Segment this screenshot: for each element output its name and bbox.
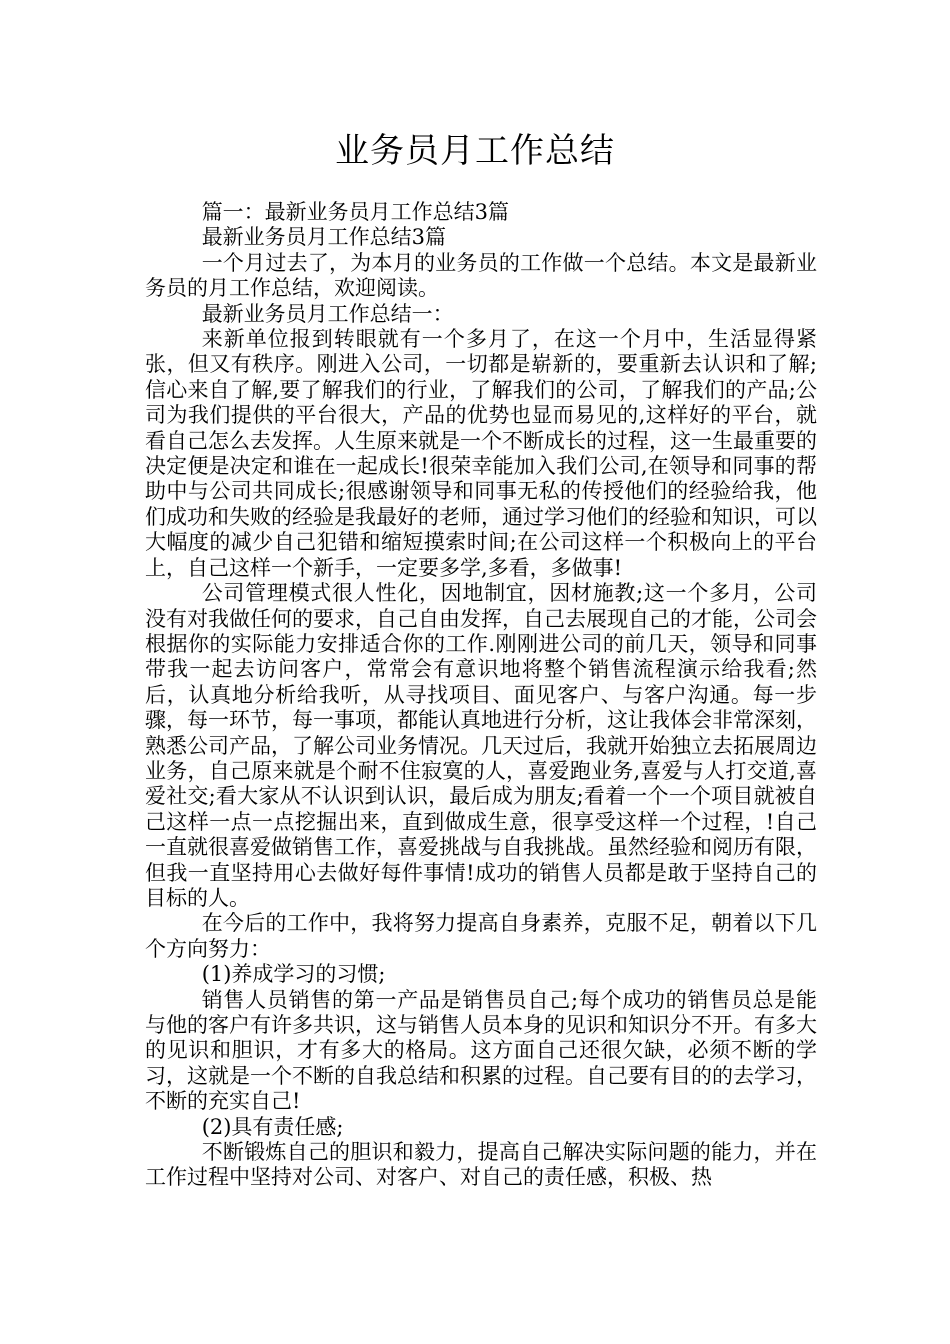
paragraph-body: 公司管理模式很人性化，因地制宜，因材施教;这一个多月，公司没有对我做任何的要求，自己自由发挥，自己去展现自己的才能，公司会根据你的实际能力安排适合你的工作.刚刚进公司的前几天，领导和同事带我一起去访问客户，常常会有意识地将整个销售流程演示给我看;然后，认真地分析给我听，从寻找项目、面见客户、与客户沟通。每一步骤，每一环节，每一事项，都能认真地进行分析，这让我体会非常深刻，熟悉公司产品，了解公司业务情况。几天过后，我就开始独立去拓展周边业务，自己原来就是个耐不住寂寞的人，喜爱跑业务,喜爱与人打交道,喜爱社交;看大家从不认识到认识，最后成为朋友;看着一个一个项目就被自己这样一点一点挖掘出来，直到做成生意，很享受这样一个过程，!自己一直就很喜爱做销售工作，喜爱挑战与自我挑战。虽然经验和阅历有限，但我一直坚持用心去做好每件事情!成功的销售人员都是敢于坚持自己的目标的人。 <box>145 581 817 910</box>
paragraph-list-item: (1)养成学习的习惯; <box>201 962 386 987</box>
paragraph-intro: 一个月过去了，为本月的业务员的工作做一个总结。本文是最新业务员的月工作总结，欢迎阅读。 <box>145 250 817 301</box>
document-title: 业务员月工作总结 <box>335 131 615 171</box>
paragraph-body: 不断锻炼自己的胆识和毅力，提高自己解决实际问题的能力，并在工作过程中坚持对公司、对客户、对自己的责任感，积极、热 <box>145 1140 817 1190</box>
document-body <box>145 200 817 1191</box>
paragraph-subtitle: 最新业务员月工作总结3篇 <box>201 225 447 250</box>
paragraph-body: 在今后的工作中，我将努力提高自身素养，克服不足，朝着以下几个方向努力： <box>145 911 817 961</box>
paragraph-list-item: (2)具有责任感; <box>201 1114 344 1139</box>
paragraph-body: 来新单位报到转眼就有一个多月了，在这一个月中，生活显得紧张，但又有秩序。刚进入公司，一切都是崭新的，要重新去认识和了解;信心来自了解,要了解我们的行业，了解我们的公司，了解我们的产品;公司为我们提供的平台很大，产品的优势也显而易见的,这样好的平台，就看自己怎么去发挥。人生原来就是一个不断成长的过程，这一生最重要的决定便是决定和谁在一起成长!很荣幸能加入我们公司,在领导和同事的帮助中与公司共同成长;很感谢领导和同事无私的传授他们的经验给我，他们成功和失败的经验是我最好的老师，通过学习他们的经验和知识，可以大幅度的减少自己犯错和缩短摸索时间;在公司这样一个积极向上的平台上，自己这样一个新手，一定要多学,多看，多做事! <box>145 327 817 580</box>
paragraph-body: 销售人员销售的第一产品是销售员自己;每个成功的销售员总是能与他的客户有许多共识，这与销售人员本身的见识和知识分不开。有多大的见识和胆识，才有多大的格局。这方面自己还很欠缺，必须不断的学习，这就是一个不断的自我总结和积累的过程。自己要有目的的去学习，不断的充实自己! <box>145 987 817 1114</box>
paragraph-section-heading: 最新业务员月工作总结一： <box>201 301 454 326</box>
paragraph-chapter-heading: 篇一：最新业务员月工作总结3篇 <box>201 200 510 224</box>
